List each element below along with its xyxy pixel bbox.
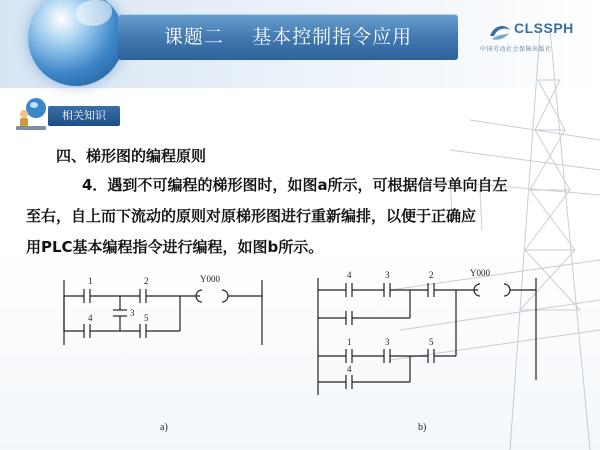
contact-label: 3 [130, 308, 135, 318]
contact-label: 1 [347, 337, 352, 347]
paragraph-line-2: 至右，自上而下流动的原则对原梯形图进行重新编排，以便于正确应 [26, 207, 477, 225]
knowledge-figure-icon [14, 96, 52, 132]
contact-label: 1 [88, 276, 93, 286]
contact-label: 4 [347, 364, 352, 374]
page-title: 课题二 基本控制指令应用 [163, 26, 413, 48]
contact-label: 5 [144, 313, 149, 323]
contact-label: 5 [429, 337, 434, 347]
section-badge-label: 相关知识 [62, 109, 106, 122]
coil-label: Y000 [200, 274, 220, 284]
contact-label: 2 [144, 276, 149, 286]
publisher-logo [474, 16, 598, 60]
logo-subtext: 中国劳动社会保障出版社 [480, 46, 552, 53]
title-bar [118, 14, 458, 60]
globe-highlight [76, 0, 112, 26]
contact-label: 4 [88, 313, 93, 323]
section-heading: 四、梯形图的编程原则 [56, 147, 207, 165]
section-badge [48, 106, 120, 126]
logo-text: CLSSPH [514, 20, 574, 36]
ladder-diagrams [0, 260, 600, 450]
contact-label: 2 [429, 270, 434, 280]
paragraph-line-1: 4．遇到不可编程的梯形图时，如图a所示，可根据信号单向自左 [82, 176, 508, 194]
contact-label: 3 [385, 337, 390, 347]
ladder-diagram-a [64, 280, 262, 345]
diagram-b-caption: b) [418, 422, 427, 433]
paragraph-line-3: 用PLC基本编程指令进行编程，如图b所示。 [26, 238, 324, 256]
contact-label: 4 [347, 270, 352, 280]
contact-label: 3 [385, 270, 390, 280]
coil-label: Y000 [470, 268, 490, 278]
logo-swirl-icon [488, 22, 512, 42]
diagram-a-caption: a) [160, 422, 168, 433]
